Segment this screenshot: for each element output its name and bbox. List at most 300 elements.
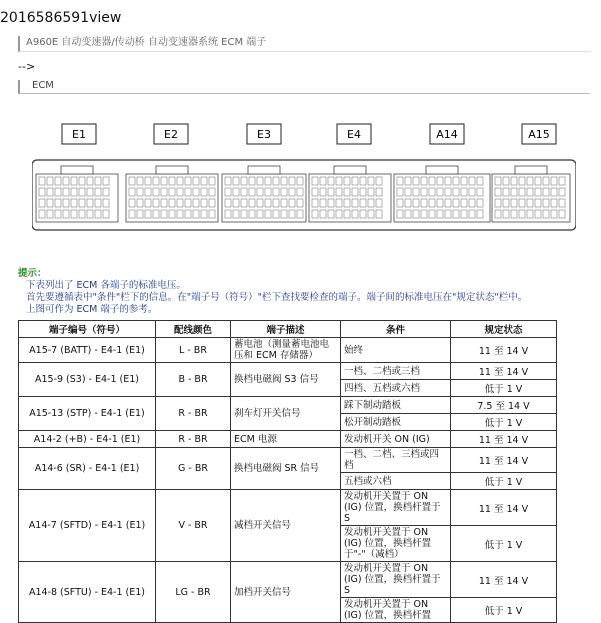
connector-pin xyxy=(312,199,318,207)
connector-pin xyxy=(95,210,101,218)
connector-pin xyxy=(535,210,541,218)
connector-pin xyxy=(87,177,93,185)
connector-pin xyxy=(297,199,303,207)
connector-pin xyxy=(477,210,483,218)
notes-label: 提示： xyxy=(18,268,47,279)
terminal-table xyxy=(18,320,557,623)
connector-pin xyxy=(47,199,53,207)
connector-pin xyxy=(161,188,167,196)
connector-pin xyxy=(169,199,175,207)
connector-pin xyxy=(257,210,263,218)
connector-pin xyxy=(209,210,215,218)
connector-pin xyxy=(193,188,199,196)
connector-pin xyxy=(429,210,435,218)
connector-pin xyxy=(249,199,255,207)
connector-pin xyxy=(273,188,279,196)
connector-pin xyxy=(360,188,366,196)
table-row xyxy=(19,448,557,473)
connector-pin xyxy=(201,210,207,218)
condition-cell: 始终 xyxy=(341,338,451,363)
connector-pin xyxy=(63,210,69,218)
connector-pin xyxy=(503,177,509,185)
connector-pin xyxy=(413,210,419,218)
connector-pin xyxy=(71,210,77,218)
connector-pin xyxy=(289,177,295,185)
connector-pin xyxy=(336,177,342,185)
connector-pin xyxy=(71,177,77,185)
connector-tab xyxy=(61,166,93,174)
connector-pin xyxy=(95,177,101,185)
connector-pin xyxy=(177,177,183,185)
connector-pin xyxy=(273,210,279,218)
connector-pin xyxy=(376,177,382,185)
connector-pin xyxy=(39,177,45,185)
connector-pin xyxy=(477,199,483,207)
condition-cell: 发动机开关置于 ON (IG) 位置，换档杆置于 S xyxy=(341,562,451,598)
terminal-cell: A15-7 (BATT) - E4-1 (E1) xyxy=(19,338,156,363)
connector-pin xyxy=(405,177,411,185)
connector-pin xyxy=(469,199,475,207)
breadcrumb: A960E 自动变速器/传动桥 自动变速器系统 ECM 端子 xyxy=(18,36,590,52)
color-cell: R - BR xyxy=(156,431,231,448)
connector-pin xyxy=(559,199,565,207)
terminal-cell: A15-9 (S3) - E4-1 (E1) xyxy=(19,363,156,397)
connector-pin xyxy=(405,188,411,196)
connector-pin xyxy=(495,199,501,207)
connector-label: E2 xyxy=(164,128,178,141)
connector-pin xyxy=(177,199,183,207)
desc-cell: 加档开关信号 xyxy=(231,562,341,623)
connector-pin xyxy=(376,210,382,218)
connector-pin xyxy=(344,177,350,185)
condition-cell: 发动机开关置于 ON (IG) 位置，换档杆置于 S xyxy=(341,490,451,526)
connector-pin xyxy=(535,188,541,196)
connector-pin xyxy=(461,177,467,185)
connector-pin xyxy=(241,188,247,196)
condition-cell: 发动机开关置于 ON (IG) 位置，换档杆置 xyxy=(341,598,451,623)
connector-pin xyxy=(63,177,69,185)
connector-pin xyxy=(129,188,135,196)
desc-cell: 换档电磁阀 S3 信号 xyxy=(231,363,341,397)
notes xyxy=(18,268,527,316)
connector-pin xyxy=(376,199,382,207)
connector-pin xyxy=(137,210,143,218)
condition-cell: 五档或六档 xyxy=(341,473,451,490)
connector-pin xyxy=(233,199,239,207)
connector-pin xyxy=(63,199,69,207)
connector-pin xyxy=(328,177,334,185)
connector-pin xyxy=(249,210,255,218)
connector-pin xyxy=(344,199,350,207)
connector-pin xyxy=(368,199,374,207)
connector-pin xyxy=(421,199,427,207)
connector-pin xyxy=(281,188,287,196)
notes-line: 下表列出了 ECM 各端子的标准电压。 xyxy=(26,280,186,291)
connector-pin xyxy=(429,199,435,207)
table-row xyxy=(19,490,557,526)
connector-pin xyxy=(233,188,239,196)
table-row xyxy=(19,431,557,448)
connector-pin xyxy=(103,210,109,218)
connector-pin xyxy=(103,199,109,207)
connector-pin xyxy=(47,177,53,185)
connector-pin xyxy=(519,177,525,185)
connector-pin xyxy=(161,177,167,185)
connector-pin xyxy=(461,188,467,196)
connector-pin xyxy=(368,188,374,196)
connector-pin xyxy=(429,188,435,196)
spec-cell: 7.5 至 14 V xyxy=(451,397,557,414)
connector-pin xyxy=(225,177,231,185)
connector-pin xyxy=(249,177,255,185)
terminal-cell: A14-8 (SFTU) - E4-1 (E1) xyxy=(19,562,156,623)
color-cell: B - BR xyxy=(156,363,231,397)
connector-pin xyxy=(469,188,475,196)
spec-cell: 低于 1 V xyxy=(451,526,557,562)
connector-pin xyxy=(352,210,358,218)
connector-pin xyxy=(519,199,525,207)
connector-pin xyxy=(453,177,459,185)
connector-pin xyxy=(209,199,215,207)
connector-pin xyxy=(273,199,279,207)
connector-pin xyxy=(249,188,255,196)
connector-pin xyxy=(55,199,61,207)
connector-pin xyxy=(421,188,427,196)
connector-pin xyxy=(241,210,247,218)
notes-line: 上图可作为 ECM 端子的参考。 xyxy=(26,304,158,315)
header-spec: 规定状态 xyxy=(451,321,557,338)
connector-pin xyxy=(519,210,525,218)
connector-pin xyxy=(551,199,557,207)
connector-pin xyxy=(225,188,231,196)
connector-pin xyxy=(527,177,533,185)
spec-cell: 11 至 14 V xyxy=(451,338,557,363)
terminal-cell: A15-13 (STP) - E4-1 (E1) xyxy=(19,397,156,431)
connector-tab xyxy=(426,166,458,174)
connector-pin xyxy=(527,210,533,218)
connector-pin xyxy=(461,199,467,207)
connector-pin xyxy=(177,210,183,218)
table-row xyxy=(19,397,557,414)
header-cond: 条件 xyxy=(341,321,451,338)
connector-pin xyxy=(320,199,326,207)
connector-pin xyxy=(103,177,109,185)
connector-pin xyxy=(312,177,318,185)
connector-pin xyxy=(185,188,191,196)
page-title: 2016586591view xyxy=(0,10,122,26)
connector-pin xyxy=(137,188,143,196)
connector-pin xyxy=(193,199,199,207)
connector-pin xyxy=(177,188,183,196)
connector-pin xyxy=(145,177,151,185)
connector-pin xyxy=(352,188,358,196)
connector-pin xyxy=(461,210,467,218)
header-terminal: 端子编号（符号） xyxy=(19,321,156,338)
connector-pin xyxy=(47,210,53,218)
color-cell: G - BR xyxy=(156,448,231,490)
connector-pin xyxy=(185,177,191,185)
condition-cell: 一档、二档或三档 xyxy=(341,363,451,380)
connector-pin xyxy=(257,199,263,207)
spec-cell: 低于 1 V xyxy=(451,414,557,431)
connector-pin xyxy=(453,188,459,196)
spec-cell: 11 至 14 V xyxy=(451,490,557,526)
connector-pin xyxy=(421,210,427,218)
connector-pin xyxy=(477,177,483,185)
connector-pin xyxy=(503,210,509,218)
connector-pin xyxy=(201,188,207,196)
connector-pin xyxy=(87,210,93,218)
connector-pin xyxy=(495,188,501,196)
color-cell: L - BR xyxy=(156,338,231,363)
ecm-connector-diagram xyxy=(32,118,576,260)
condition-cell: 发动机开关置于 ON (IG) 位置，换档杆置于"-"（减档） xyxy=(341,526,451,562)
connector-pin xyxy=(328,188,334,196)
table-row xyxy=(19,363,557,380)
connector-pin xyxy=(161,199,167,207)
spec-cell: 11 至 14 V xyxy=(451,431,557,448)
connector-pin xyxy=(527,199,533,207)
connector-pin xyxy=(559,210,565,218)
connector-pin xyxy=(320,210,326,218)
connector-pin xyxy=(559,177,565,185)
connector-pin xyxy=(535,177,541,185)
connector-pin xyxy=(312,188,318,196)
connector-label: A15 xyxy=(528,128,550,141)
connector-pin xyxy=(145,199,151,207)
connector-pin xyxy=(543,177,549,185)
connector-pin xyxy=(453,199,459,207)
connector-pin xyxy=(47,188,53,196)
connector-label: E3 xyxy=(257,128,271,141)
color-cell: V - BR xyxy=(156,490,231,562)
section-label: ECM xyxy=(18,80,590,94)
connector-pin xyxy=(297,210,303,218)
spec-cell: 11 至 14 V xyxy=(451,448,557,473)
connector-pin xyxy=(527,188,533,196)
connector-pin xyxy=(265,199,271,207)
terminal-cell: A14-2 (+B) - E4-1 (E1) xyxy=(19,431,156,448)
connector-pin xyxy=(543,188,549,196)
desc-cell: 减档开关信号 xyxy=(231,490,341,562)
connector-pin xyxy=(193,210,199,218)
connector-pin xyxy=(201,177,207,185)
connector-pin xyxy=(289,199,295,207)
connector-pin xyxy=(95,199,101,207)
connector-pin xyxy=(71,188,77,196)
connector-pin xyxy=(79,199,85,207)
connector-pin xyxy=(336,188,342,196)
connector-pin xyxy=(193,177,199,185)
connector-pin xyxy=(453,210,459,218)
connector-pin xyxy=(233,210,239,218)
connector-pin xyxy=(55,177,61,185)
connector-pin xyxy=(503,188,509,196)
connector-pin xyxy=(511,199,517,207)
connector-pin xyxy=(328,199,334,207)
arrow-text: --> xyxy=(18,60,36,73)
connector-label: E4 xyxy=(347,128,361,141)
color-cell: R - BR xyxy=(156,397,231,431)
connector-label: A14 xyxy=(436,128,458,141)
connector-pin xyxy=(103,188,109,196)
connector-pin xyxy=(153,210,159,218)
connector-pin xyxy=(79,188,85,196)
connector-pin xyxy=(503,199,509,207)
connector-pin xyxy=(145,210,151,218)
connector-pin xyxy=(551,188,557,196)
condition-cell: 松开制动踏板 xyxy=(341,414,451,431)
connector-pin xyxy=(39,188,45,196)
connector-pin xyxy=(129,210,135,218)
terminal-cell: A14-7 (SFTD) - E4-1 (E1) xyxy=(19,490,156,562)
connector-pin xyxy=(360,210,366,218)
connector-pin xyxy=(137,199,143,207)
connector-pin xyxy=(397,199,403,207)
connector-pin xyxy=(185,199,191,207)
connector-pin xyxy=(511,177,517,185)
connector-pin xyxy=(469,210,475,218)
connector-pin xyxy=(297,177,303,185)
connector-pin xyxy=(437,210,443,218)
connector-pin xyxy=(413,199,419,207)
connector-pin xyxy=(559,188,565,196)
connector-pin xyxy=(241,199,247,207)
connector-pin xyxy=(241,177,247,185)
connector-pin xyxy=(63,188,69,196)
connector-pin xyxy=(543,210,549,218)
desc-cell: ECM 电源 xyxy=(231,431,341,448)
connector-pin xyxy=(495,177,501,185)
condition-cell: 一档、二档、三档或四档 xyxy=(341,448,451,473)
connector-pin xyxy=(352,177,358,185)
connector-pin xyxy=(201,199,207,207)
connector-pin xyxy=(551,210,557,218)
connector-pin xyxy=(297,188,303,196)
connector-pin xyxy=(421,177,427,185)
desc-cell: 蓄电池（测量蓄电池电压和 ECM 存储器） xyxy=(231,338,341,363)
connector-pin xyxy=(273,177,279,185)
connector-pin xyxy=(312,210,318,218)
connector-pin xyxy=(129,177,135,185)
connector-pin xyxy=(281,177,287,185)
connector-pin xyxy=(265,177,271,185)
connector-pin xyxy=(320,188,326,196)
connector-pin xyxy=(336,210,342,218)
connector-pin xyxy=(368,177,374,185)
connector-pin xyxy=(429,177,435,185)
connector-pin xyxy=(209,188,215,196)
connector-pin xyxy=(225,199,231,207)
table-row xyxy=(19,338,557,363)
connector-pin xyxy=(445,210,451,218)
header-desc: 端子描述 xyxy=(231,321,341,338)
connector-pin xyxy=(437,199,443,207)
connector-pin xyxy=(39,199,45,207)
connector-pin xyxy=(535,199,541,207)
connector-tab xyxy=(515,166,547,174)
connector-pin xyxy=(169,177,175,185)
spec-cell: 低于 1 V xyxy=(451,380,557,397)
connector-pin xyxy=(405,199,411,207)
connector-pin xyxy=(477,188,483,196)
spec-cell: 11 至 14 V xyxy=(451,363,557,380)
connector-pin xyxy=(39,210,45,218)
connector-pin xyxy=(225,210,231,218)
connector-pin xyxy=(437,188,443,196)
connector-pin xyxy=(289,188,295,196)
connector-pin xyxy=(344,210,350,218)
connector-pin xyxy=(519,188,525,196)
connector-pin xyxy=(437,177,443,185)
connector-pin xyxy=(55,210,61,218)
connector-pin xyxy=(281,199,287,207)
connector-tab xyxy=(156,166,188,174)
connector-pin xyxy=(397,177,403,185)
connector-pin xyxy=(257,177,263,185)
connector-pin xyxy=(336,199,342,207)
connector-tab xyxy=(334,166,366,174)
connector-pin xyxy=(257,188,263,196)
spec-cell: 11 至 14 V xyxy=(451,562,557,598)
connector-pin xyxy=(87,188,93,196)
connector-pin xyxy=(145,188,151,196)
color-cell: LG - BR xyxy=(156,562,231,623)
connector-pin xyxy=(289,210,295,218)
terminal-cell: A14-6 (SR) - E4-1 (E1) xyxy=(19,448,156,490)
connector-pin xyxy=(495,210,501,218)
connector-pin xyxy=(413,177,419,185)
connector-pin xyxy=(153,177,159,185)
connector-pin xyxy=(161,210,167,218)
connector-pin xyxy=(376,188,382,196)
connector-pin xyxy=(405,210,411,218)
connector-pin xyxy=(352,199,358,207)
connector-pin xyxy=(551,177,557,185)
connector-pin xyxy=(79,177,85,185)
connector-pin xyxy=(368,210,374,218)
connector-pin xyxy=(511,188,517,196)
connector-pin xyxy=(445,188,451,196)
connector-pin xyxy=(344,188,350,196)
spec-cell: 低于 1 V xyxy=(451,473,557,490)
connector-pin xyxy=(153,199,159,207)
connector-pin xyxy=(469,177,475,185)
connector-pin xyxy=(413,188,419,196)
table-row xyxy=(19,562,557,598)
connector-pin xyxy=(137,177,143,185)
connector-pin xyxy=(169,188,175,196)
notes-line: 首先要遵循表中"条件"栏下的信息。在"端子号（符号）"栏下查找要检查的端子。端子间的标准电压在"规定状态"栏中。 xyxy=(26,292,528,303)
connector-pin xyxy=(233,177,239,185)
connector-pin xyxy=(320,177,326,185)
condition-cell: 踩下制动踏板 xyxy=(341,397,451,414)
connector-pin xyxy=(209,177,215,185)
connector-pin xyxy=(397,188,403,196)
connector-pin xyxy=(129,199,135,207)
desc-cell: 换档电磁阀 SR 信号 xyxy=(231,448,341,490)
connector-label: E1 xyxy=(72,128,86,141)
connector-pin xyxy=(185,210,191,218)
connector-pin xyxy=(360,177,366,185)
desc-cell: 刹车灯开关信号 xyxy=(231,397,341,431)
connector-pin xyxy=(281,210,287,218)
connector-pin xyxy=(543,199,549,207)
condition-cell: 四档、五档或六档 xyxy=(341,380,451,397)
connector-pin xyxy=(445,177,451,185)
connector-pin xyxy=(71,199,77,207)
connector-pin xyxy=(445,199,451,207)
